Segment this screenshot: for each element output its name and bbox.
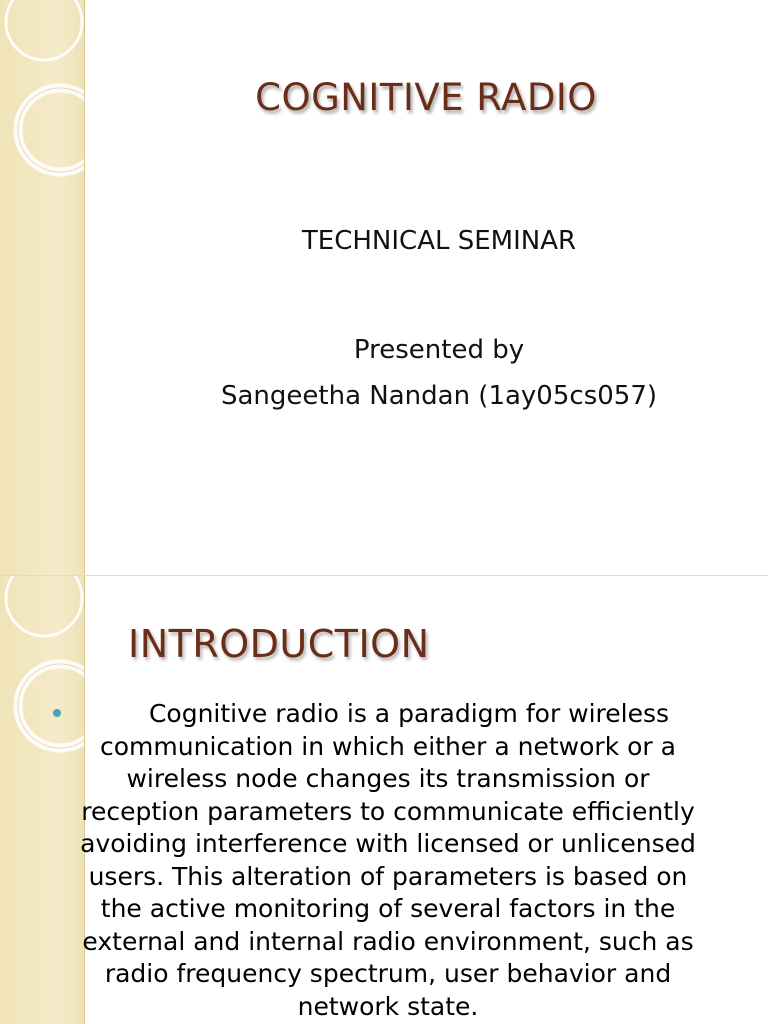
introduction-slide xyxy=(0,576,768,1024)
decorative-rings-icon xyxy=(0,0,84,576)
presented-by-label: Presented by xyxy=(353,335,525,365)
presenter-name: Sangeetha Nandan (1ay05cs057) xyxy=(220,381,658,411)
decorative-side-stripe xyxy=(0,0,85,576)
slide-subtitle: TECHNICAL SEMINAR xyxy=(301,226,577,256)
slide-title: COGNITIVE RADIO xyxy=(255,76,597,119)
slide-heading: INTRODUCTION xyxy=(128,622,430,666)
bullet-dot-icon xyxy=(53,709,61,717)
intro-paragraph-text: Cognitive radio is a paradigm for wireless communication in which either a network or a wireless node changes its transmission or reception parameters to communicate efficiently avoiding interference with licensed or unlicensed users. This alteration of parameters is based on the active monitoring of several factors in the external and internal radio environment, such as radio frequency spectrum, user behavior and network state. xyxy=(80,699,696,1021)
intro-paragraph xyxy=(70,698,706,1023)
